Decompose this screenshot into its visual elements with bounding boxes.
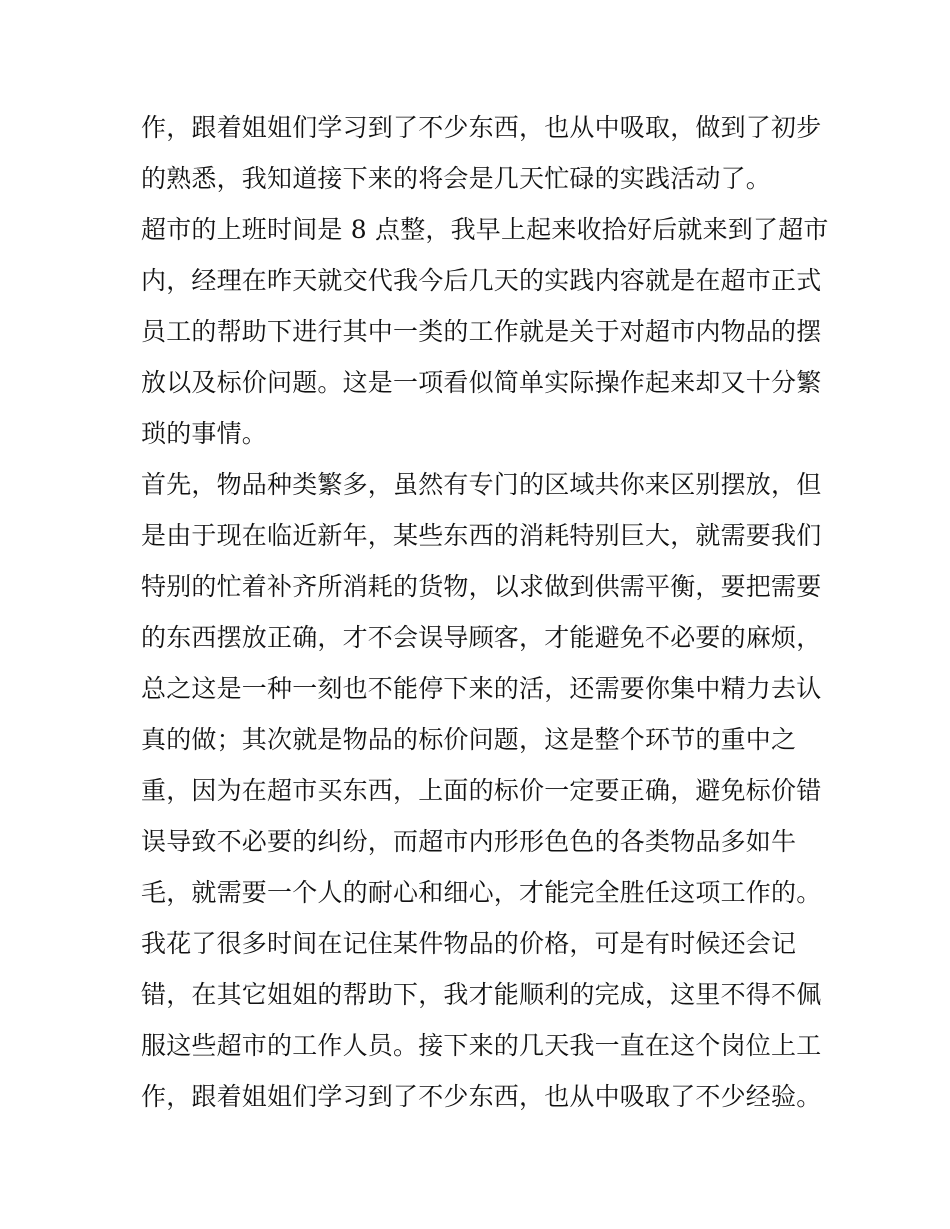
text-line: 作，跟着姐姐们学习到了不少东西，也从中吸取了不少经验。 (141, 1082, 822, 1111)
text-line: 误导致不必要的纠纷，而超市内形形色色的各类物品多如牛 (141, 827, 797, 856)
text-line: 重，因为在超市买东西，上面的标价一定要正确，避免标价错 (141, 776, 822, 805)
text-line: 是由于现在临近新年，某些东西的消耗特别巨大，就需要我们 (141, 521, 822, 550)
text-line: 的熟悉，我知道接下来的将会是几天忙碌的实践活动了。 (141, 164, 772, 193)
text-line: 放以及标价问题。这是一项看似简单实际操作起来却又十分繁 (141, 368, 822, 397)
text-line: 员工的帮助下进行其中一类的工作就是关于对超市内物品的摆 (141, 317, 822, 346)
text-line: 毛，就需要一个人的耐心和细心，才能完全胜任这项工作的。 (141, 878, 822, 907)
text-line: 内，经理在昨天就交代我今后几天的实践内容就是在超市正式 (141, 266, 822, 295)
text-line: 作，跟着姐姐们学习到了不少东西，也从中吸取，做到了初步 (141, 113, 822, 142)
text-line: 琐的事情。 (141, 419, 268, 448)
text-line: 服这些超市的工作人员。接下来的几天我一直在这个岗位上工 (141, 1031, 822, 1060)
text-line: 真的做；其次就是物品的标价问题，这是整个环节的重中之 (141, 725, 797, 754)
text-line: 错，在其它姐姐的帮助下，我才能顺利的完成，这里不得不佩 (141, 980, 822, 1009)
text-line: 的东西摆放正确，才不会误导顾客，才能避免不必要的麻烦， (141, 623, 822, 652)
text-line: 超市的上班时间是 8 点整，我早上起来收拾好后就来到了超市 (141, 215, 829, 244)
text-line: 特别的忙着补齐所消耗的货物，以求做到供需平衡，要把需要 (141, 572, 822, 601)
body-text (141, 107, 829, 1127)
text-line: 首先，物品种类繁多，虽然有专门的区域共你来区别摆放，但 (141, 470, 822, 499)
text-line: 总之这是一种一刻也不能停下来的活，还需要你集中精力去认 (141, 674, 822, 703)
text-line: 我花了很多时间在记住某件物品的价格，可是有时候还会记 (141, 929, 797, 958)
